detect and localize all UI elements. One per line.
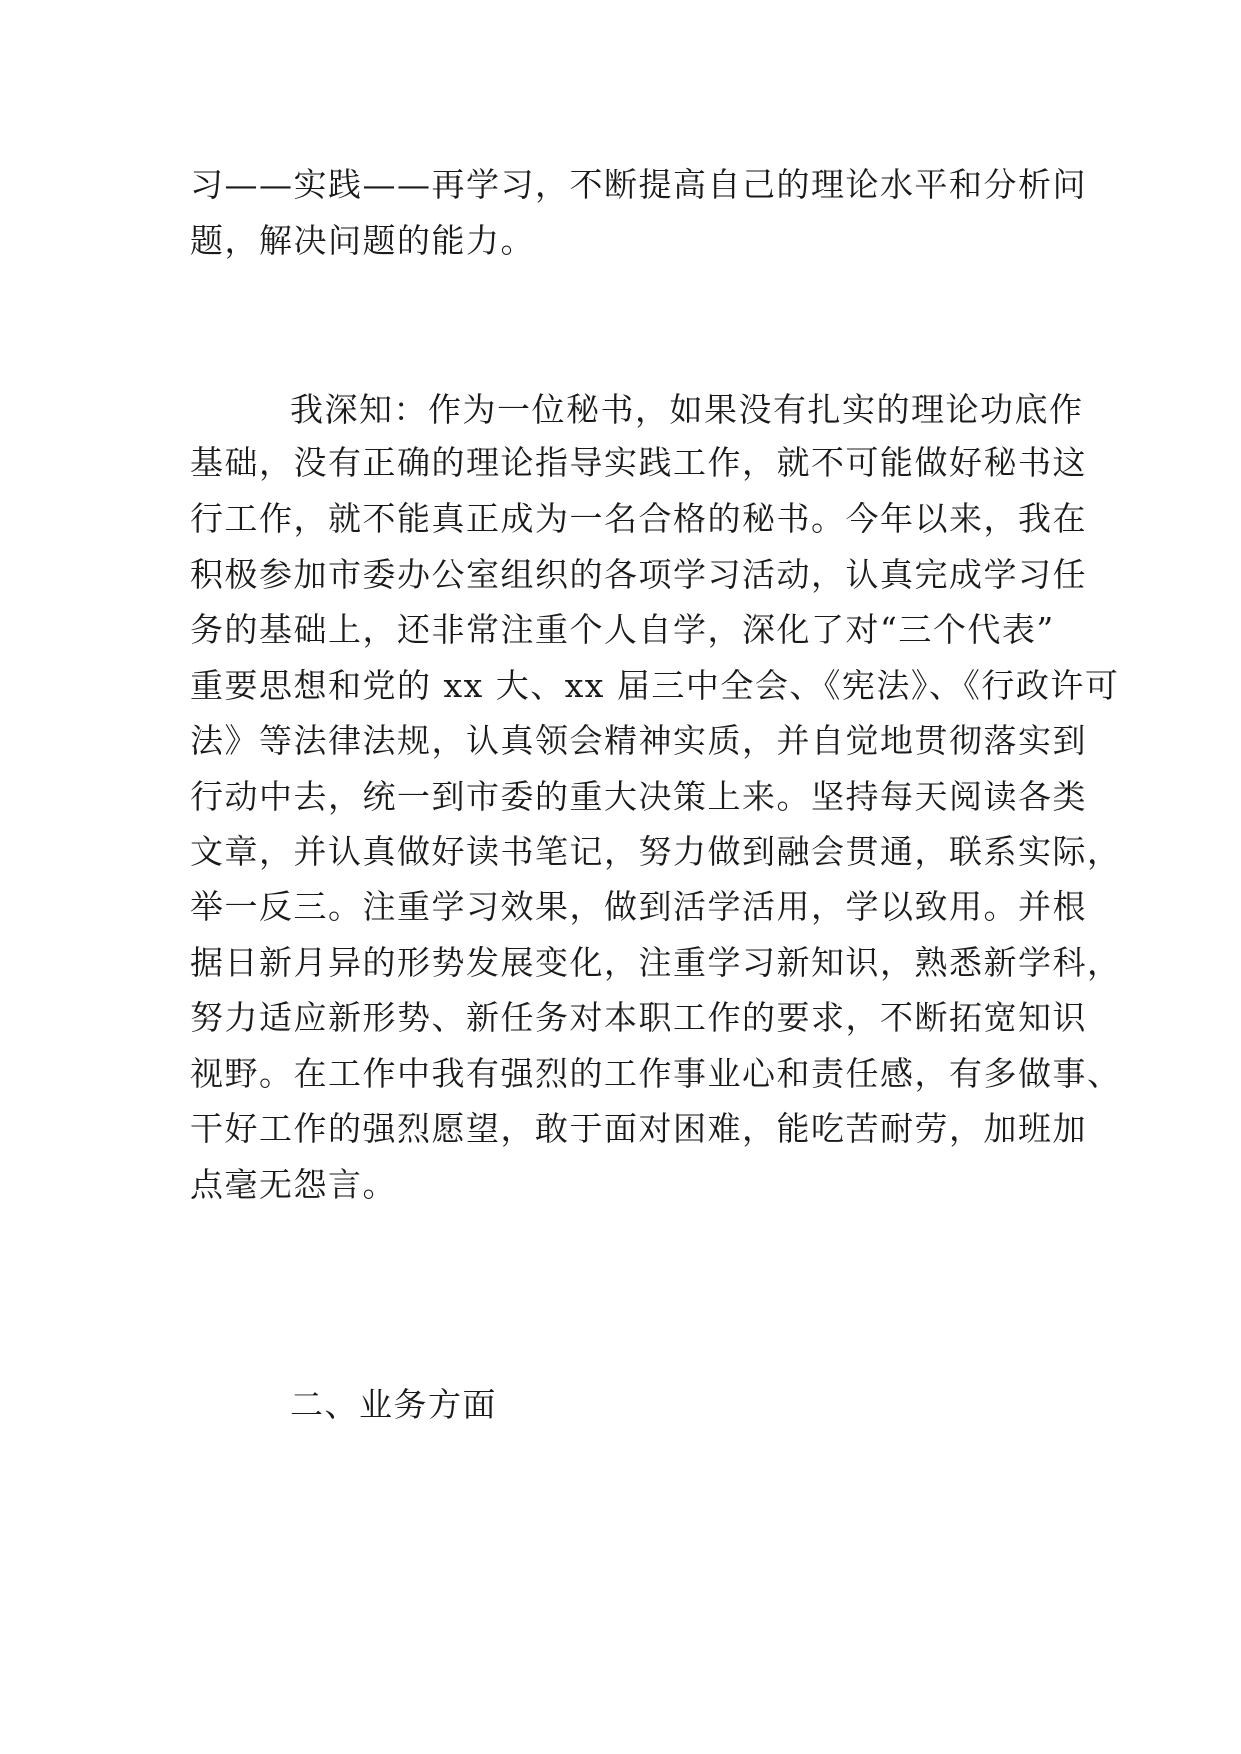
paragraph-2-line-7: 法》等法律法规，认真领会精神实质，并自觉地贯彻落实到 (190, 721, 1087, 760)
paragraph-2-line-3: 行工作，就不能真正成为一名合格的秘书。今年以来，我在 (190, 499, 1087, 538)
paragraph-2-line-1: 我深知：作为一位秘书，如果没有扎实的理论功底作 (290, 390, 1084, 429)
paragraph-2-line-8: 行动中去，统一到市委的重大决策上来。坚持每天阅读各类 (190, 777, 1087, 816)
paragraph-2-line-11: 据日新月异的形势发展变化，注重学习新知识，熟悉新学科， (190, 943, 1122, 982)
paragraph-2-line-15: 点毫无怨言。 (190, 1165, 397, 1204)
paragraph-2-line-12: 努力适应新形势、新任务对本职工作的要求，不断拓宽知识 (190, 998, 1087, 1037)
section-heading: 二、业务方面 (290, 1385, 497, 1424)
paragraph-1-line-1: 习——实践——再学习，不断提高自己的理论水平和分析问 (190, 165, 1087, 204)
paragraph-2-line-2: 基础，没有正确的理论指导实践工作，就不可能做好秘书这 (190, 443, 1087, 482)
paragraph-2-line-4: 积极参加市委办公室组织的各项学习活动，认真完成学习任 (190, 555, 1087, 594)
paragraph-2-line-6: 重要思想和党的 xx 大、xx 届三中全会、《宪法》、《行政许可 (190, 666, 1120, 705)
paragraph-2-line-14: 干好工作的强烈愿望，敢于面对困难，能吃苦耐劳，加班加 (190, 1109, 1087, 1148)
paragraph-2-line-10: 举一反三。注重学习效果，做到活学活用，学以致用。并根 (190, 887, 1087, 926)
paragraph-2-line-5: 务的基础上，还非常注重个人自学，深化了对“三个代表” (190, 610, 1055, 649)
paragraph-2-line-9: 文章，并认真做好读书笔记，努力做到融会贯通，联系实际， (190, 832, 1122, 871)
paragraph-1-line-2: 题，解决问题的能力。 (190, 221, 535, 260)
paragraph-2-line-13: 视野。在工作中我有强烈的工作事业心和责任感，有多做事、 (190, 1054, 1122, 1093)
